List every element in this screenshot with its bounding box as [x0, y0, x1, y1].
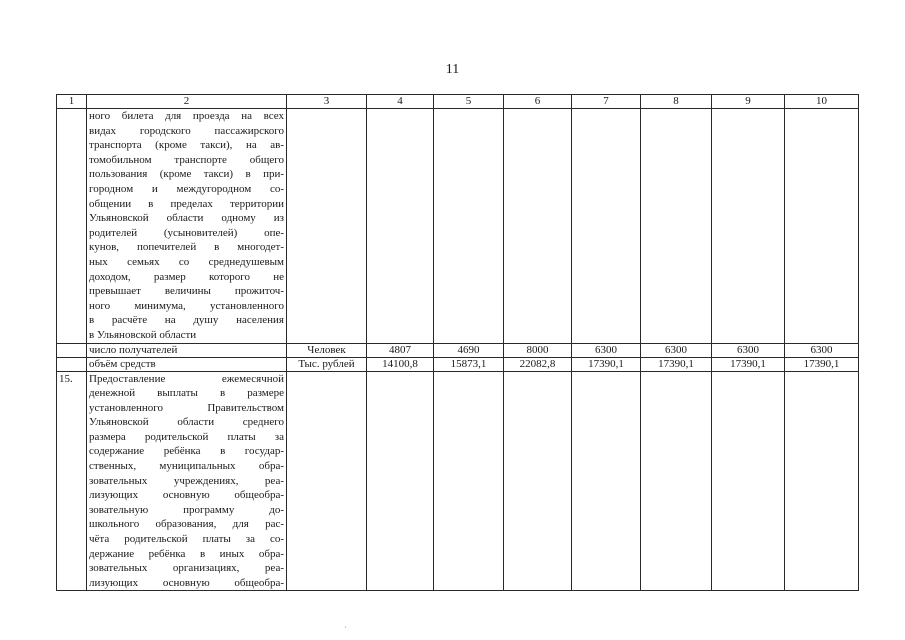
description-line: школьного образования, для рас-: [89, 518, 284, 531]
description-line: лизующих основную общеобра-: [89, 489, 284, 502]
continuation-value-cell: [785, 109, 859, 344]
description-line: превышает величины прожиточ-: [89, 285, 284, 298]
recipients-value: 6300: [712, 343, 785, 357]
funding-label: объём средств: [87, 357, 287, 371]
continuation-unit-cell: [287, 109, 367, 344]
continuation-row: [57, 109, 859, 344]
header-cell-6: 6: [504, 95, 572, 109]
recipients-value: 6300: [785, 343, 859, 357]
recipients-value: 6300: [572, 343, 641, 357]
table-header-row: [57, 95, 859, 109]
page-number: 11: [445, 62, 460, 77]
funding-value: 15873,1: [434, 357, 504, 371]
continuation-value-cell: [504, 109, 572, 344]
description-line: Ульяновской области среднего: [89, 416, 284, 429]
description-line: зовательных организациях, реа-: [89, 562, 284, 575]
description-line: зовательных учреждениях, реа-: [89, 474, 284, 487]
item-15-value-cell: [504, 371, 572, 591]
continuation-number-cell: [57, 109, 87, 344]
header-cell-3: 3: [287, 95, 367, 109]
description-line: транспорта (кроме такси), на ав-: [89, 139, 284, 152]
recipients-number-cell: [57, 343, 87, 357]
description-line: лизующих основную общеобра-: [89, 576, 284, 589]
header-cell-2: 2: [87, 95, 287, 109]
description-line: Предоставление ежемесячной: [89, 372, 284, 385]
item-15-description: [87, 371, 287, 591]
continuation-value-cell: [641, 109, 712, 344]
item-15-value-cell: [785, 371, 859, 591]
funding-value: 17390,1: [641, 357, 712, 371]
funding-row: [57, 357, 859, 371]
header-cell-8: 8: [641, 95, 712, 109]
header-cell-4: 4: [367, 95, 434, 109]
description-line: кунов, попечителей в многодет-: [89, 241, 284, 254]
continuation-value-cell: [572, 109, 641, 344]
header-cell-5: 5: [434, 95, 504, 109]
recipients-value: 8000: [504, 343, 572, 357]
item-15-value-cell: [641, 371, 712, 591]
continuation-value-cell: [712, 109, 785, 344]
funding-value: 17390,1: [572, 357, 641, 371]
recipients-value: 4807: [367, 343, 434, 357]
funding-value: 17390,1: [712, 357, 785, 371]
description-line: ственных, муниципальных обра-: [89, 460, 284, 473]
data-table: [56, 94, 859, 591]
description-line: общении в пределах территории: [89, 197, 284, 210]
description-line: содержание ребёнка в государ-: [89, 445, 284, 458]
description-line: денежной выплаты в размере: [89, 387, 284, 400]
description-line: пользования (кроме такси) в при-: [89, 168, 284, 181]
recipients-unit: Человек: [287, 343, 367, 357]
description-line: размера родительской платы за: [89, 430, 284, 443]
funding-value: 14100,8: [367, 357, 434, 371]
recipients-value: 6300: [641, 343, 712, 357]
continuation-value-cell: [434, 109, 504, 344]
description-line: родителей (усыновителей) опе-: [89, 226, 284, 239]
description-line: зовательную программу до-: [89, 503, 284, 516]
continuation-value-cell: [367, 109, 434, 344]
recipients-row: [57, 343, 859, 357]
description-line: установленного Правительством: [89, 401, 284, 414]
description-line: чёта родительской платы за со-: [89, 533, 284, 546]
funding-number-cell: [57, 357, 87, 371]
header-cell-10: 10: [785, 95, 859, 109]
header-cell-7: 7: [572, 95, 641, 109]
funding-value: 17390,1: [785, 357, 859, 371]
header-cell-1: 1: [57, 95, 87, 109]
item-15-unit-cell: [287, 371, 367, 591]
recipients-value: 4690: [434, 343, 504, 357]
description-line: ных семьях со среднедушевым: [89, 255, 284, 268]
description-line: томобильном транспорте общего: [89, 153, 284, 166]
description-line: видах городского пассажирского: [89, 124, 284, 137]
description-line: городном и междугородном со-: [89, 182, 284, 195]
description-line: в расчёте на душу населения: [89, 314, 284, 327]
item-15-value-cell: [712, 371, 785, 591]
description-line: ного минимума, установленного: [89, 299, 284, 312]
item-15-value-cell: [434, 371, 504, 591]
item-15-number: 15.: [57, 371, 87, 591]
description-line: доходом, размер которого не: [89, 270, 284, 283]
continuation-description: [87, 109, 287, 344]
funding-unit: Тыс. рублей: [287, 357, 367, 371]
description-line: Ульяновской области одному из: [89, 212, 284, 225]
item-15-row: [57, 371, 859, 591]
description-line: в Ульяновской области: [89, 328, 197, 341]
description-line: ного билета для проезда на всех: [89, 110, 284, 122]
funding-value: 22082,8: [504, 357, 572, 371]
header-cell-9: 9: [712, 95, 785, 109]
scan-speck: ·: [344, 622, 347, 632]
item-15-value-cell: [367, 371, 434, 591]
recipients-label: число получателей: [87, 343, 287, 357]
item-15-value-cell: [572, 371, 641, 591]
description-line: держание ребёнка в иных обра-: [89, 547, 284, 560]
